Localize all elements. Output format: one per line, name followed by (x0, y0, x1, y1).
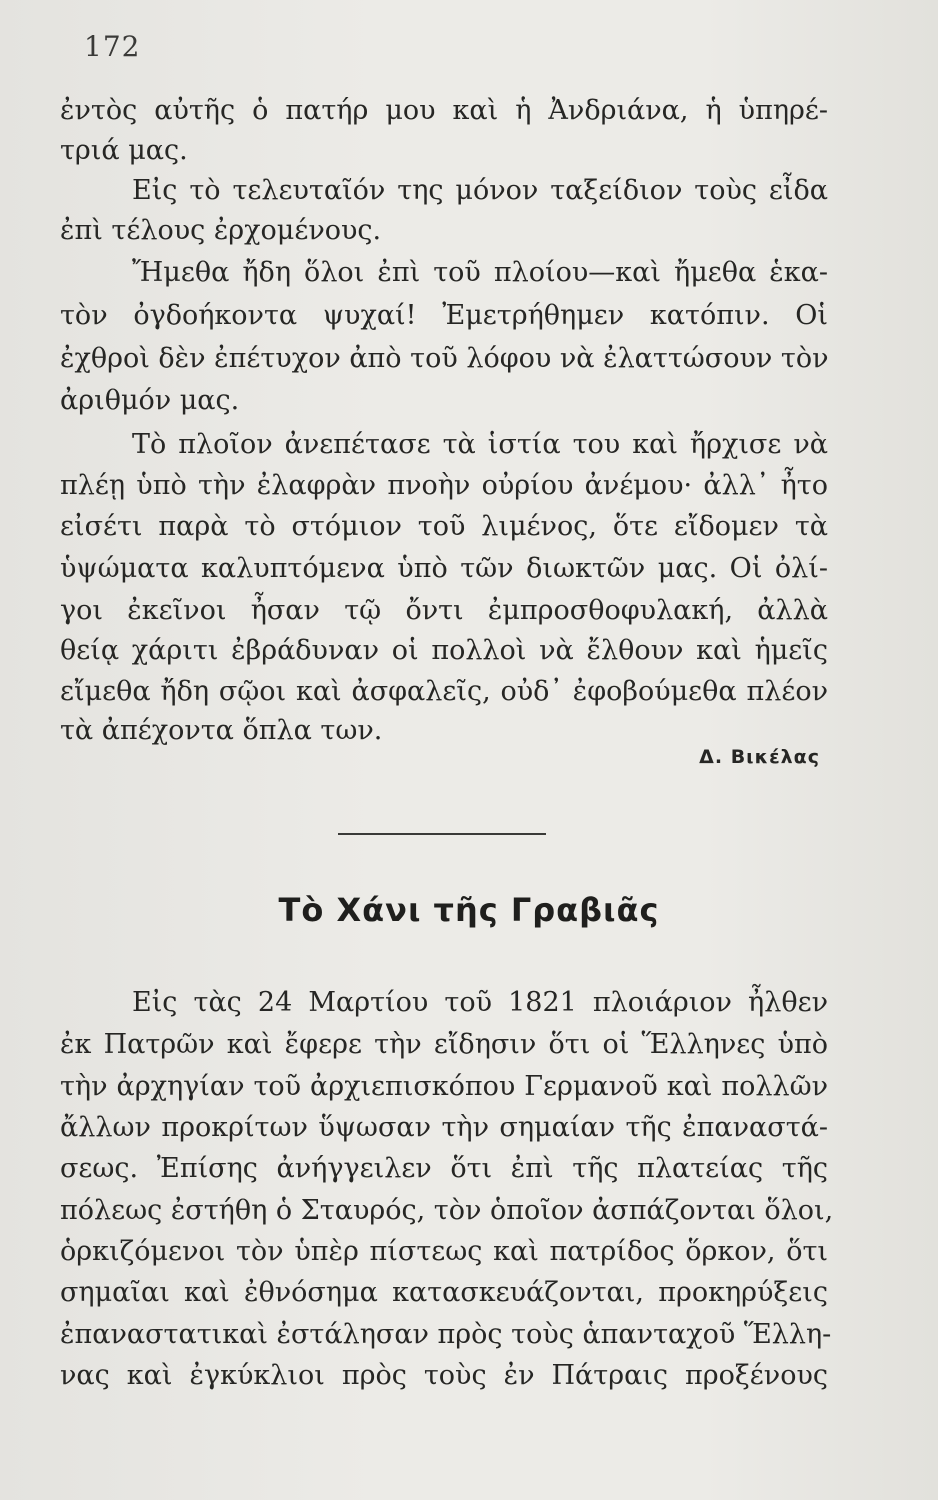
text-line: ἐχθροὶ δὲν ἐπέτυχον ἀπὸ τοῦ λόφου νὰ ἐλαττώσουν τὸν (60, 343, 829, 374)
text-line: πλέῃ ὑπὸ τὴν ἐλαφρὰν πνοὴν οὐρίου ἀνέμου· ἀλλ᾽ ἦτο (60, 470, 828, 501)
text-line: ὁρκιζόμενοι τὸν ὑπὲρ πίστεως καὶ πατρίδος ὅρκον, ὅτι (60, 1236, 828, 1267)
text-line: ἐκ Πατρῶν καὶ ἔφερε τὴν εἴδησιν ὅτι οἱ Ἕλληνες ὑπὸ (60, 1029, 828, 1060)
text-line: ἀριθμόν μας. (60, 385, 240, 416)
text-line: ἐπαναστατικαὶ ἐστάλησαν πρὸς τοὺς ἁπανταχοῦ Ἕλλη- (60, 1319, 832, 1350)
text-line: ἄλλων προκρίτων ὕψωσαν τὴν σημαίαν τῆς ἐπαναστά- (60, 1112, 828, 1143)
text-line: πόλεως ἐστήθη ὁ Σταυρός, τὸν ὁποῖον ἀσπάζονται ὅλοι, (60, 1195, 834, 1226)
text-line: εἰσέτι παρὰ τὸ στόμιον τοῦ λιμένος, ὅτε εἴδομεν τὰ (60, 511, 828, 542)
section-title: Τὸ Χάνι τῆς Γραβιᾶς (278, 891, 660, 929)
author-signature: Δ. Βικέλας (699, 746, 820, 768)
text-line: Εἰς τὸ τελευταῖόν της μόνον ταξείδιον τοὺς εἶδα (132, 175, 828, 206)
text-line: τὴν ἀρχηγίαν τοῦ ἀρχιεπισκόπου Γερμανοῦ καὶ πολλῶν (60, 1071, 828, 1102)
text-line: ἐντὸς αὐτῆς ὁ πατήρ μου καὶ ἡ Ἀνδριάνα, ἡ ὑπηρέ- (60, 95, 828, 126)
text-line: ὑψώματα καλυπτόμενα ὑπὸ τῶν διωκτῶν μας. Οἱ ὀλί- (60, 553, 828, 584)
text-line: Εἰς τὰς 24 Μαρτίου τοῦ 1821 πλοιάριον ἦλθεν (132, 987, 828, 1018)
text-line: θείᾳ χάριτι ἐβράδυναν οἱ πολλοὶ νὰ ἔλθουν καὶ ἡμεῖς (60, 635, 828, 666)
text-line: σεως. Ἐπίσης ἀνήγγειλεν ὅτι ἐπὶ τῆς πλατείας τῆς (60, 1153, 828, 1184)
page-number: 172 (84, 30, 141, 63)
text-line: σημαῖαι καὶ ἐθνόσημα κατασκευάζονται, προκηρύξεις (60, 1277, 828, 1308)
text-line: νας καὶ ἐγκύκλιοι πρὸς τοὺς ἐν Πάτραις προξένους (60, 1360, 828, 1391)
section-divider (338, 833, 546, 835)
text-line: Ἤμεθα ἤδη ὅλοι ἐπὶ τοῦ πλοίου—καὶ ἤμεθα ἑκα- (132, 257, 828, 288)
text-line: γοι ἐκεῖνοι ἦσαν τῷ ὄντι ἐμπροσθοφυλακή, ἀλλὰ (60, 595, 828, 626)
text-line: τὸν ὀγδοήκοντα ψυχαί! Ἐμετρήθημεν κατόπιν. Οἱ (60, 300, 828, 331)
text-line: τριά μας. (60, 135, 188, 166)
text-line: ἐπὶ τέλους ἐρχομένους. (60, 215, 382, 246)
text-line: εἴμεθα ἤδη σῷοι καὶ ἀσφαλεῖς, οὐδ᾽ ἐφοβούμεθα πλέον (60, 676, 828, 707)
text-line: Τὸ πλοῖον ἀνεπέτασε τὰ ἱστία του καὶ ἤρχισε νὰ (132, 429, 828, 460)
text-line: τὰ ἀπέχοντα ὅπλα των. (60, 715, 383, 746)
